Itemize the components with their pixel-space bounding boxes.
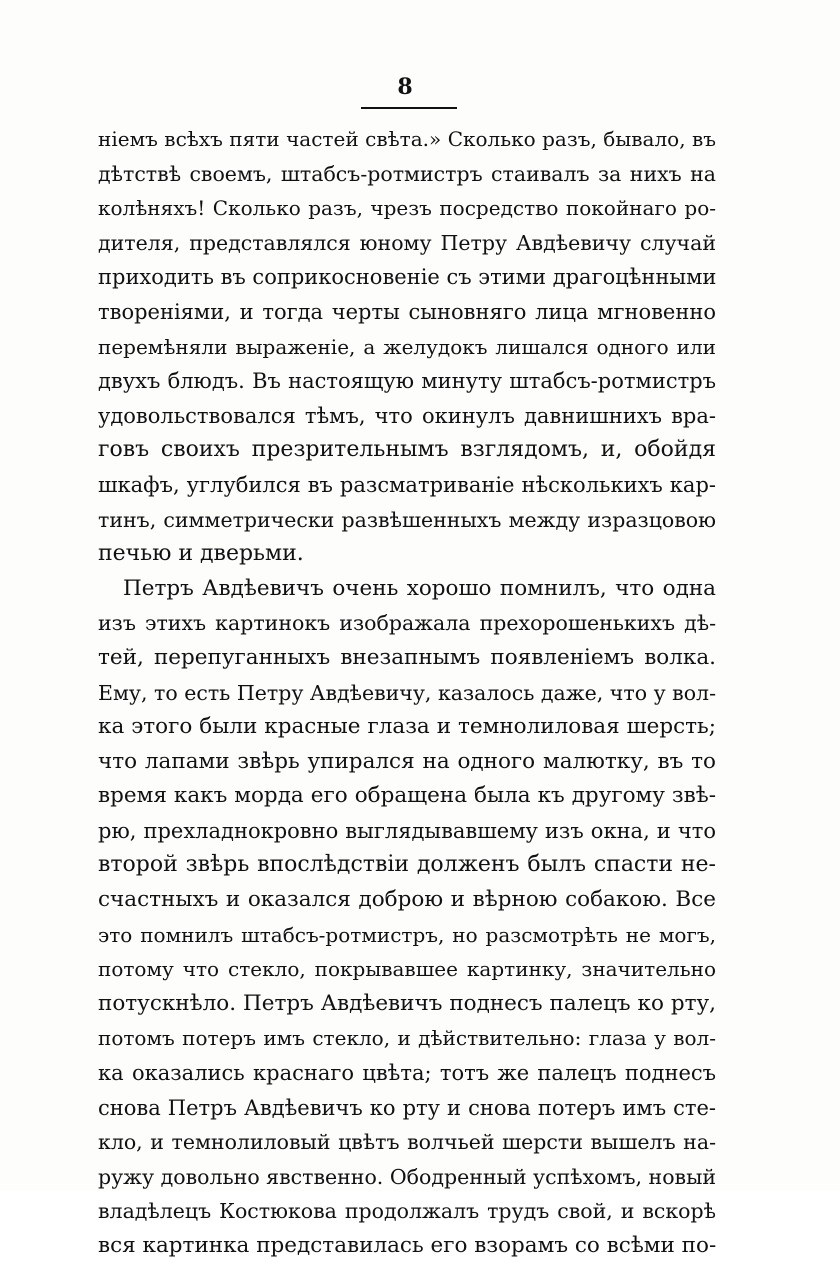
text-line: перемѣняли выраженіе, а желудокъ лишался одного или [98,334,716,359]
text-line: ка этого были красные глаза и темнолиловая шерсть; [98,714,716,740]
text-line: Ему, то есть Петру Авдѣевичу, казалось даже, что у вол- [98,680,716,705]
paragraph-1 [98,122,716,572]
text-line: потускнѣло. Петръ Авдѣевичъ поднесъ палецъ ко рту, [98,990,716,1016]
text-line: дителя, представлялся юному Петру Авдѣевичу случай [98,230,716,255]
text-line: второй звѣрь впослѣдствіи долженъ былъ спасти не- [98,852,716,878]
text-line: удовольствовался тѣмъ, что окинулъ давнишнихъ вра- [98,403,716,428]
body-text [98,122,716,1264]
text-line: твореніями, и тогда черты сыновняго лица мгновенно [98,299,716,324]
text-line: печью и дверьми. [98,541,304,567]
header-rule [361,107,457,109]
text-line: тинъ, симметрически развѣшенныхъ между изразцовою [98,507,716,532]
text-line: говъ своихъ презрительнымъ взглядомъ, и, обойдя [98,437,716,463]
text-line: снова Петръ Авдѣевичъ ко рту и снова потеръ имъ сте- [98,1095,716,1120]
text-line: потомъ потеръ имъ стекло, и дѣйствительно: глаза у вол- [98,1026,716,1051]
text-line: что лапами звѣрь упирался на одного малютку, въ то [98,748,716,774]
text-line: шкафъ, углубился въ разсматриваніе нѣсколькихъ кар- [98,472,716,497]
text-line: тей, перепуганныхъ внезапнымъ появленіемъ волка. [98,644,716,670]
text-line: вся картинка представилась его взорамъ со всѣми по- [98,1233,716,1258]
text-line: ніемъ всѣхъ пяти частей свѣта.» Сколько разъ, бывало, въ [98,127,716,151]
text-line: ружу довольно явственно. Ободренный успѣхомъ, новый [98,1164,716,1189]
text-line: приходить въ соприкосновеніе съ этими драгоцѣнными [98,265,716,290]
text-line: это помнилъ штабсъ-ротмистръ, но разсмотрѣть не могъ, [98,922,716,947]
text-line: время какъ морда его обращена была къ другому звѣ- [98,783,716,809]
paragraph-2 [98,572,716,1264]
text-line: кло, и темнолиловый цвѣтъ волчьей шерсти вышелъ на- [98,1130,716,1155]
text-line: Петръ Авдѣевичъ очень хорошо помнилъ, что одна [123,575,716,601]
text-line: изъ этихъ картинокъ изображала прехорошенькихъ дѣ- [98,611,716,636]
text-line: колѣняхъ! Сколько разъ, чрезъ посредство покойнаго ро- [98,196,716,221]
text-line: дѣтствѣ своемъ, штабсъ-ротмистръ стаивалъ за нихъ на [98,161,716,186]
text-line: счастныхъ и оказался доброю и вѣрною собакою. Все [98,887,716,913]
page-number: 8 [397,74,413,100]
text-line: ка оказались краснаго цвѣта; тотъ же палецъ поднесъ [98,1061,716,1086]
text-line: двухъ блюдъ. Въ настоящую минуту штабсъ-ротмистръ [98,369,716,394]
text-line: потому что стекло, покрывавшее картинку, значительно [98,957,716,982]
text-line: владѣлецъ Костюкова продолжалъ трудъ свой, и вскорѣ [98,1199,716,1224]
text-line: рю, прехладнокровно выглядывавшему изъ окна, и что [98,818,716,843]
